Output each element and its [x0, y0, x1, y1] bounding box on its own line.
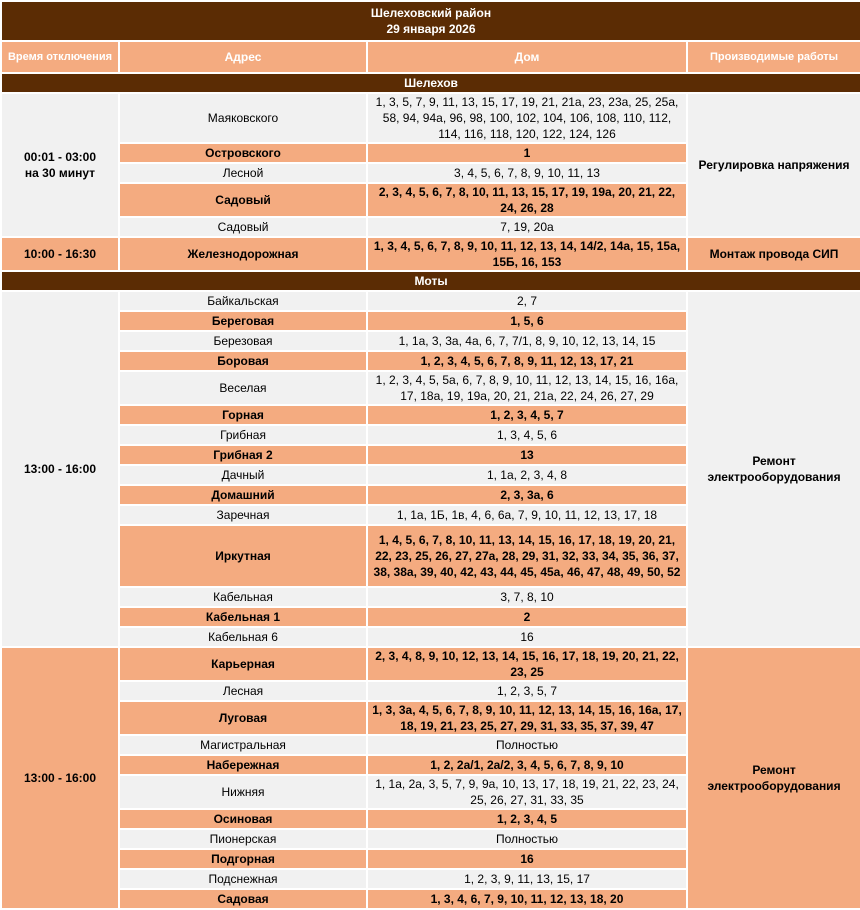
house-numbers: 1, 1а, 3, 3а, 4а, 6, 7, 7/1, 8, 9, 10, 12, 13, 14, 15 [368, 332, 686, 350]
house-numbers: 7, 19, 20а [368, 218, 686, 236]
date-title: 29 января 2026 [386, 22, 476, 36]
address-header: Адрес [120, 42, 366, 72]
house-numbers: 3, 7, 8, 10 [368, 588, 686, 606]
street-name: Маяковского [120, 94, 366, 142]
house-numbers: 1, 3, 3а, 4, 5, 6, 7, 8, 9, 10, 11, 12, 13, 14, 15, 16, 16а, 17, 18, 19, 21, 23, 25, 27, 29, 31, 33, 35, 37, 39, 47 [368, 702, 686, 734]
works-header: Производимые работы [688, 42, 860, 72]
street-name: Садовый [120, 184, 366, 216]
house-numbers: 1, 2, 3, 5, 7 [368, 682, 686, 700]
street-name: Пионерская [120, 830, 366, 848]
house-numbers: 1, 2, 3, 9, 11, 13, 15, 17 [368, 870, 686, 888]
street-name: Нижняя [120, 776, 366, 808]
house-numbers: 1, 3, 4, 6, 7, 9, 10, 11, 12, 13, 18, 20 [368, 890, 686, 908]
outage-time: 13:00 - 16:00 [2, 292, 118, 646]
house-numbers: 3, 4, 5, 6, 7, 8, 9, 10, 11, 13 [368, 164, 686, 182]
street-name: Байкальская [120, 292, 366, 310]
street-name: Домашний [120, 486, 366, 504]
section-title-moty: Моты [2, 272, 860, 290]
house-numbers: 1, 3, 4, 5, 6, 7, 8, 9, 10, 11, 12, 13, 14, 14/2, 14а, 15, 15а, 15Б, 16, 153 [368, 238, 686, 270]
street-name: Луговая [120, 702, 366, 734]
table-row [2, 648, 860, 680]
house-numbers: 1, 2, 3, 4, 5, 7 [368, 406, 686, 424]
outage-time: 00:01 - 03:00 на 30 минут [2, 94, 118, 236]
street-name: Береговая [120, 312, 366, 330]
house-numbers: 2, 3, 4, 8, 9, 10, 12, 13, 14, 15, 16, 17, 18, 19, 20, 21, 22, 23, 25 [368, 648, 686, 680]
house-numbers: 1, 5, 6 [368, 312, 686, 330]
street-name: Садовая [120, 890, 366, 908]
house-numbers: 2, 3, 4, 5, 6, 7, 8, 10, 11, 13, 15, 17, 19, 19а, 20, 21, 22, 24, 26, 28 [368, 184, 686, 216]
house-numbers: 1 [368, 144, 686, 162]
section-row-moty [2, 272, 860, 290]
street-name: Железнодорожная [120, 238, 366, 270]
street-name: Магистральная [120, 736, 366, 754]
house-numbers: 2, 3, 3а, 6 [368, 486, 686, 504]
work-type: Ремонт электрооборудования [688, 292, 860, 646]
street-name: Березовая [120, 332, 366, 350]
house-numbers: Полностью [368, 736, 686, 754]
street-name: Горная [120, 406, 366, 424]
house-numbers: 2, 7 [368, 292, 686, 310]
section-row-shelekhov [2, 74, 860, 92]
house-numbers: 2 [368, 608, 686, 626]
street-name: Иркутная [120, 526, 366, 586]
work-type: Ремонт электрооборудования [688, 648, 860, 908]
outage-time: 10:00 - 16:30 [2, 238, 118, 270]
house-numbers: 1, 2, 3, 4, 5, 6, 7, 8, 9, 11, 12, 13, 17, 21 [368, 352, 686, 370]
house-numbers: 1, 1а, 1Б, 1в, 4, 6, 6а, 7, 9, 10, 11, 12, 13, 17, 18 [368, 506, 686, 524]
house-numbers: 1, 1а, 2а, 3, 5, 7, 9, 9а, 10, 13, 17, 18, 19, 21, 22, 23, 24, 25, 26, 27, 31, 33, 35 [368, 776, 686, 808]
house-numbers: 1, 3, 4, 5, 6 [368, 426, 686, 444]
street-name: Подгорная [120, 850, 366, 868]
street-name: Кабельная [120, 588, 366, 606]
street-name: Осиновая [120, 810, 366, 828]
header-row [2, 42, 860, 72]
street-name: Подснежная [120, 870, 366, 888]
street-name: Карьерная [120, 648, 366, 680]
table-title [2, 2, 860, 40]
house-numbers: Полностью [368, 830, 686, 848]
street-name: Набережная [120, 756, 366, 774]
house-numbers: 16 [368, 850, 686, 868]
table-row [2, 238, 860, 270]
street-name: Дачный [120, 466, 366, 484]
work-type: Регулировка напряжения [688, 94, 860, 236]
street-name: Грибная [120, 426, 366, 444]
outage-time: 13:00 - 16:00 [2, 648, 118, 908]
street-name: Лесная [120, 682, 366, 700]
table-row [2, 94, 860, 142]
table-row [2, 292, 860, 310]
region-title: Шелеховский район [370, 6, 492, 20]
house-numbers: 1, 4, 5, 6, 7, 8, 10, 11, 13, 14, 15, 16, 17, 18, 19, 20, 21, 22, 23, 25, 26, 27, 27а, 28, 29, 31, 32, 33, 34, 35, 36, 37, 38, 38а, 39, 40, 42, 43, 44, 45, 45а, 46, 47, 48, 49, 50, 52 [368, 526, 686, 586]
street-name: Садовый [120, 218, 366, 236]
street-name: Кабельная 6 [120, 628, 366, 646]
street-name: Заречная [120, 506, 366, 524]
house-numbers: 1, 2, 3, 4, 5 [368, 810, 686, 828]
street-name: Грибная 2 [120, 446, 366, 464]
street-name: Лесной [120, 164, 366, 182]
house-header: Дом [368, 42, 686, 72]
house-numbers: 13 [368, 446, 686, 464]
section-title-shelekhov: Шелехов [2, 74, 860, 92]
street-name: Веселая [120, 372, 366, 404]
time-header: Время отключения [2, 42, 118, 72]
house-numbers: 1, 2, 2а/1, 2а/2, 3, 4, 5, 6, 7, 8, 9, 10 [368, 756, 686, 774]
street-name: Кабельная 1 [120, 608, 366, 626]
house-numbers: 1, 2, 3, 4, 5, 5а, 6, 7, 8, 9, 10, 11, 12, 13, 14, 15, 16, 16а, 17, 18а, 19, 19а, 20, 21, 21а, 22, 24, 26, 27, 29 [368, 372, 686, 404]
title-row [2, 2, 860, 40]
street-name: Островского [120, 144, 366, 162]
house-numbers: 16 [368, 628, 686, 646]
house-numbers: 1, 1а, 2, 3, 4, 8 [368, 466, 686, 484]
house-numbers: 1, 3, 5, 7, 9, 11, 13, 15, 17, 19, 21, 21а, 23, 23а, 25, 25а, 58, 94, 94а, 96, 98, 100, 102, 104, 106, 108, 110, 112, 114, 116, 118, 120, 122, 124, 126 [368, 94, 686, 142]
work-type: Монтаж провода СИП [688, 238, 860, 270]
street-name: Боровая [120, 352, 366, 370]
